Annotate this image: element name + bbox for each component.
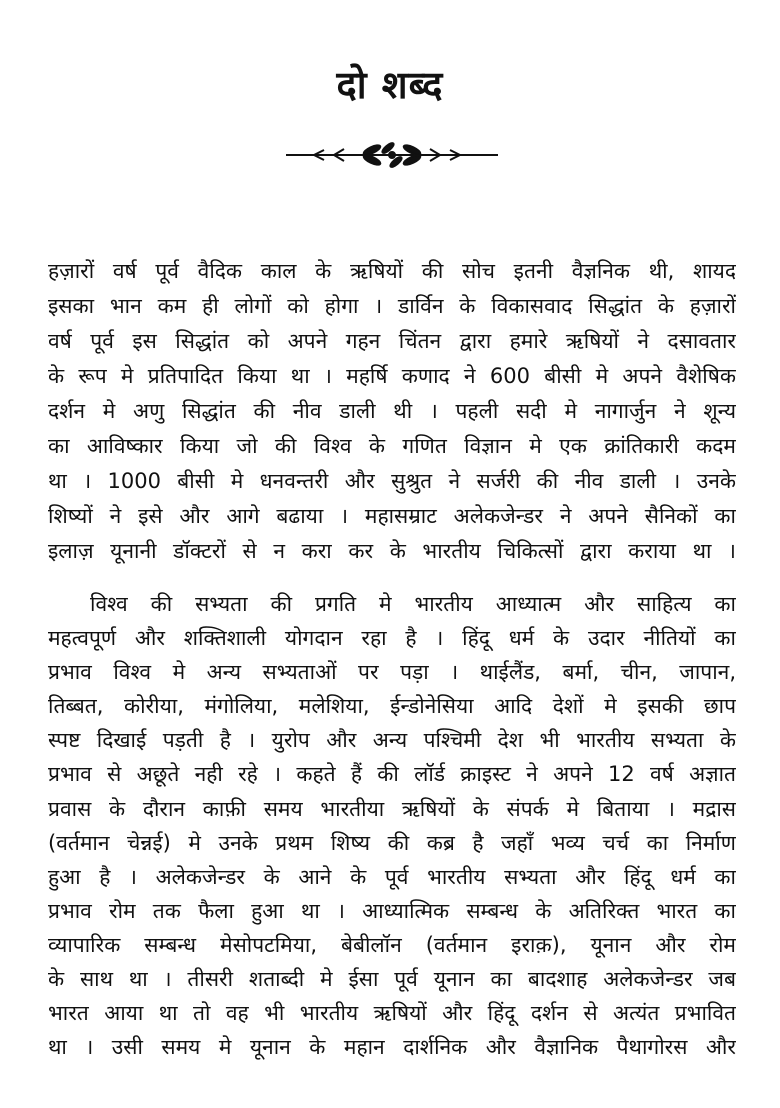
text-line: प्रवास के दौरान काफ़ी समय भारतीया ऋषियों के संपर्क मे बिताया । मद्रास xyxy=(48,796,736,821)
text-line: भारत आया था तो वह भी भारतीय ऋषियों और हिंदू दर्शन से अत्यंत प्रभावित xyxy=(48,1001,736,1026)
text-line: प्रभाव विश्व मे अन्य सभ्यताओं पर पड़ा । थाईलैंड, बर्मा, चीन, जापान, xyxy=(48,660,736,685)
paragraph-1 xyxy=(48,254,736,569)
text-line: इसका भान कम ही लोगों को होगा । डार्विन के विकासवाद सिद्धांत के हज़ारों xyxy=(48,294,736,318)
text-line: वर्ष पूर्व इस सिद्धांत को अपने गहन चिंतन द्वारा हमारे ऋषियों ने दसावतार xyxy=(48,329,736,353)
text-line: स्पष्ट दिखाई पड़ती है । युरोप और अन्य पश्चिमी देश भी भारतीय सभ्यता के xyxy=(48,728,736,753)
text-line: विश्व की सभ्यता की प्रगति मे भारतीय आध्यात्म और साहित्य का xyxy=(48,592,736,616)
text-line: (वर्तमान चेन्नई) मे उनके प्रथम शिष्य की कब्र है जहाँ भव्य चर्च का निर्माण xyxy=(48,830,736,855)
text-line: व्यापारिक सम्बन्ध मेसोपटमिया, बेबीलॉन (वर्तमान इराक़), यूनान और रोम xyxy=(48,932,736,957)
page-title: दो शब्द xyxy=(336,63,444,107)
text-line: प्रभाव रोम तक फैला हुआ था । आध्यात्मिक सम्बन्ध के अतिरिक्त भारत का xyxy=(48,898,736,923)
text-line: प्रभाव से अछूते नही रहे । कहते हैं की लॉर्ड क्राइस्ट ने अपने 12 वर्ष अज्ञात xyxy=(48,762,736,787)
text-line: था । 1000 बीसी मे धनवन्तरी और सुश्रुत ने सर्जरी की नीव डाली । उनके xyxy=(48,469,736,493)
text-line: का आविष्कार किया जो की विश्व के गणित विज्ञान मे एक क्रांतिकारी कदम xyxy=(48,434,736,458)
text-line: था । उसी समय मे यूनान के महान दार्शनिक और वैज्ञानिक पैथागोरस और xyxy=(48,1035,736,1060)
paragraph-2 xyxy=(48,587,736,1064)
text-line: दर्शन मे अणु सिद्धांत की नीव डाली थी । पहली सदी मे नागार्जुन ने शून्य xyxy=(48,399,736,423)
text-line: के रूप मे प्रतिपादित किया था । महर्षि कणाद ने 600 बीसी मे अपने वैशेषिक xyxy=(48,364,736,388)
text-line: हुआ है । अलेकजेन्डर के आने के पूर्व भारतीय सभ्यता और हिंदू धर्म का xyxy=(48,864,736,889)
text-line: तिब्बत, कोरीया, मंगोलिया, मलेशिया, ईन्डोनेसिया आदि देशों मे इसकी छाप xyxy=(48,694,736,719)
text-line: महत्वपूर्ण और शक्तिशाली योगदान रहा है । हिंदू धर्म के उदार नीतियों का xyxy=(48,626,736,651)
vine-divider-icon xyxy=(284,142,500,168)
text-line: के साथ था । तीसरी शताब्दी मे ईसा पूर्व यूनान का बादशाह अलेकजेन्डर जब xyxy=(48,967,736,992)
text-line: शिष्यों ने इसे और आगे बढाया । महासम्राट अलेकजेन्डर ने अपने सैनिकों का xyxy=(48,504,736,528)
text-line: हज़ारों वर्ष पूर्व वैदिक काल के ऋषियों की सोच इतनी वैज्ञनिक थी, शायद xyxy=(48,259,736,283)
text-line: इलाज़ यूनानी डॉक्टरों से न करा कर के भारतीय चिकित्सों द्वारा कराया था । xyxy=(48,539,736,563)
